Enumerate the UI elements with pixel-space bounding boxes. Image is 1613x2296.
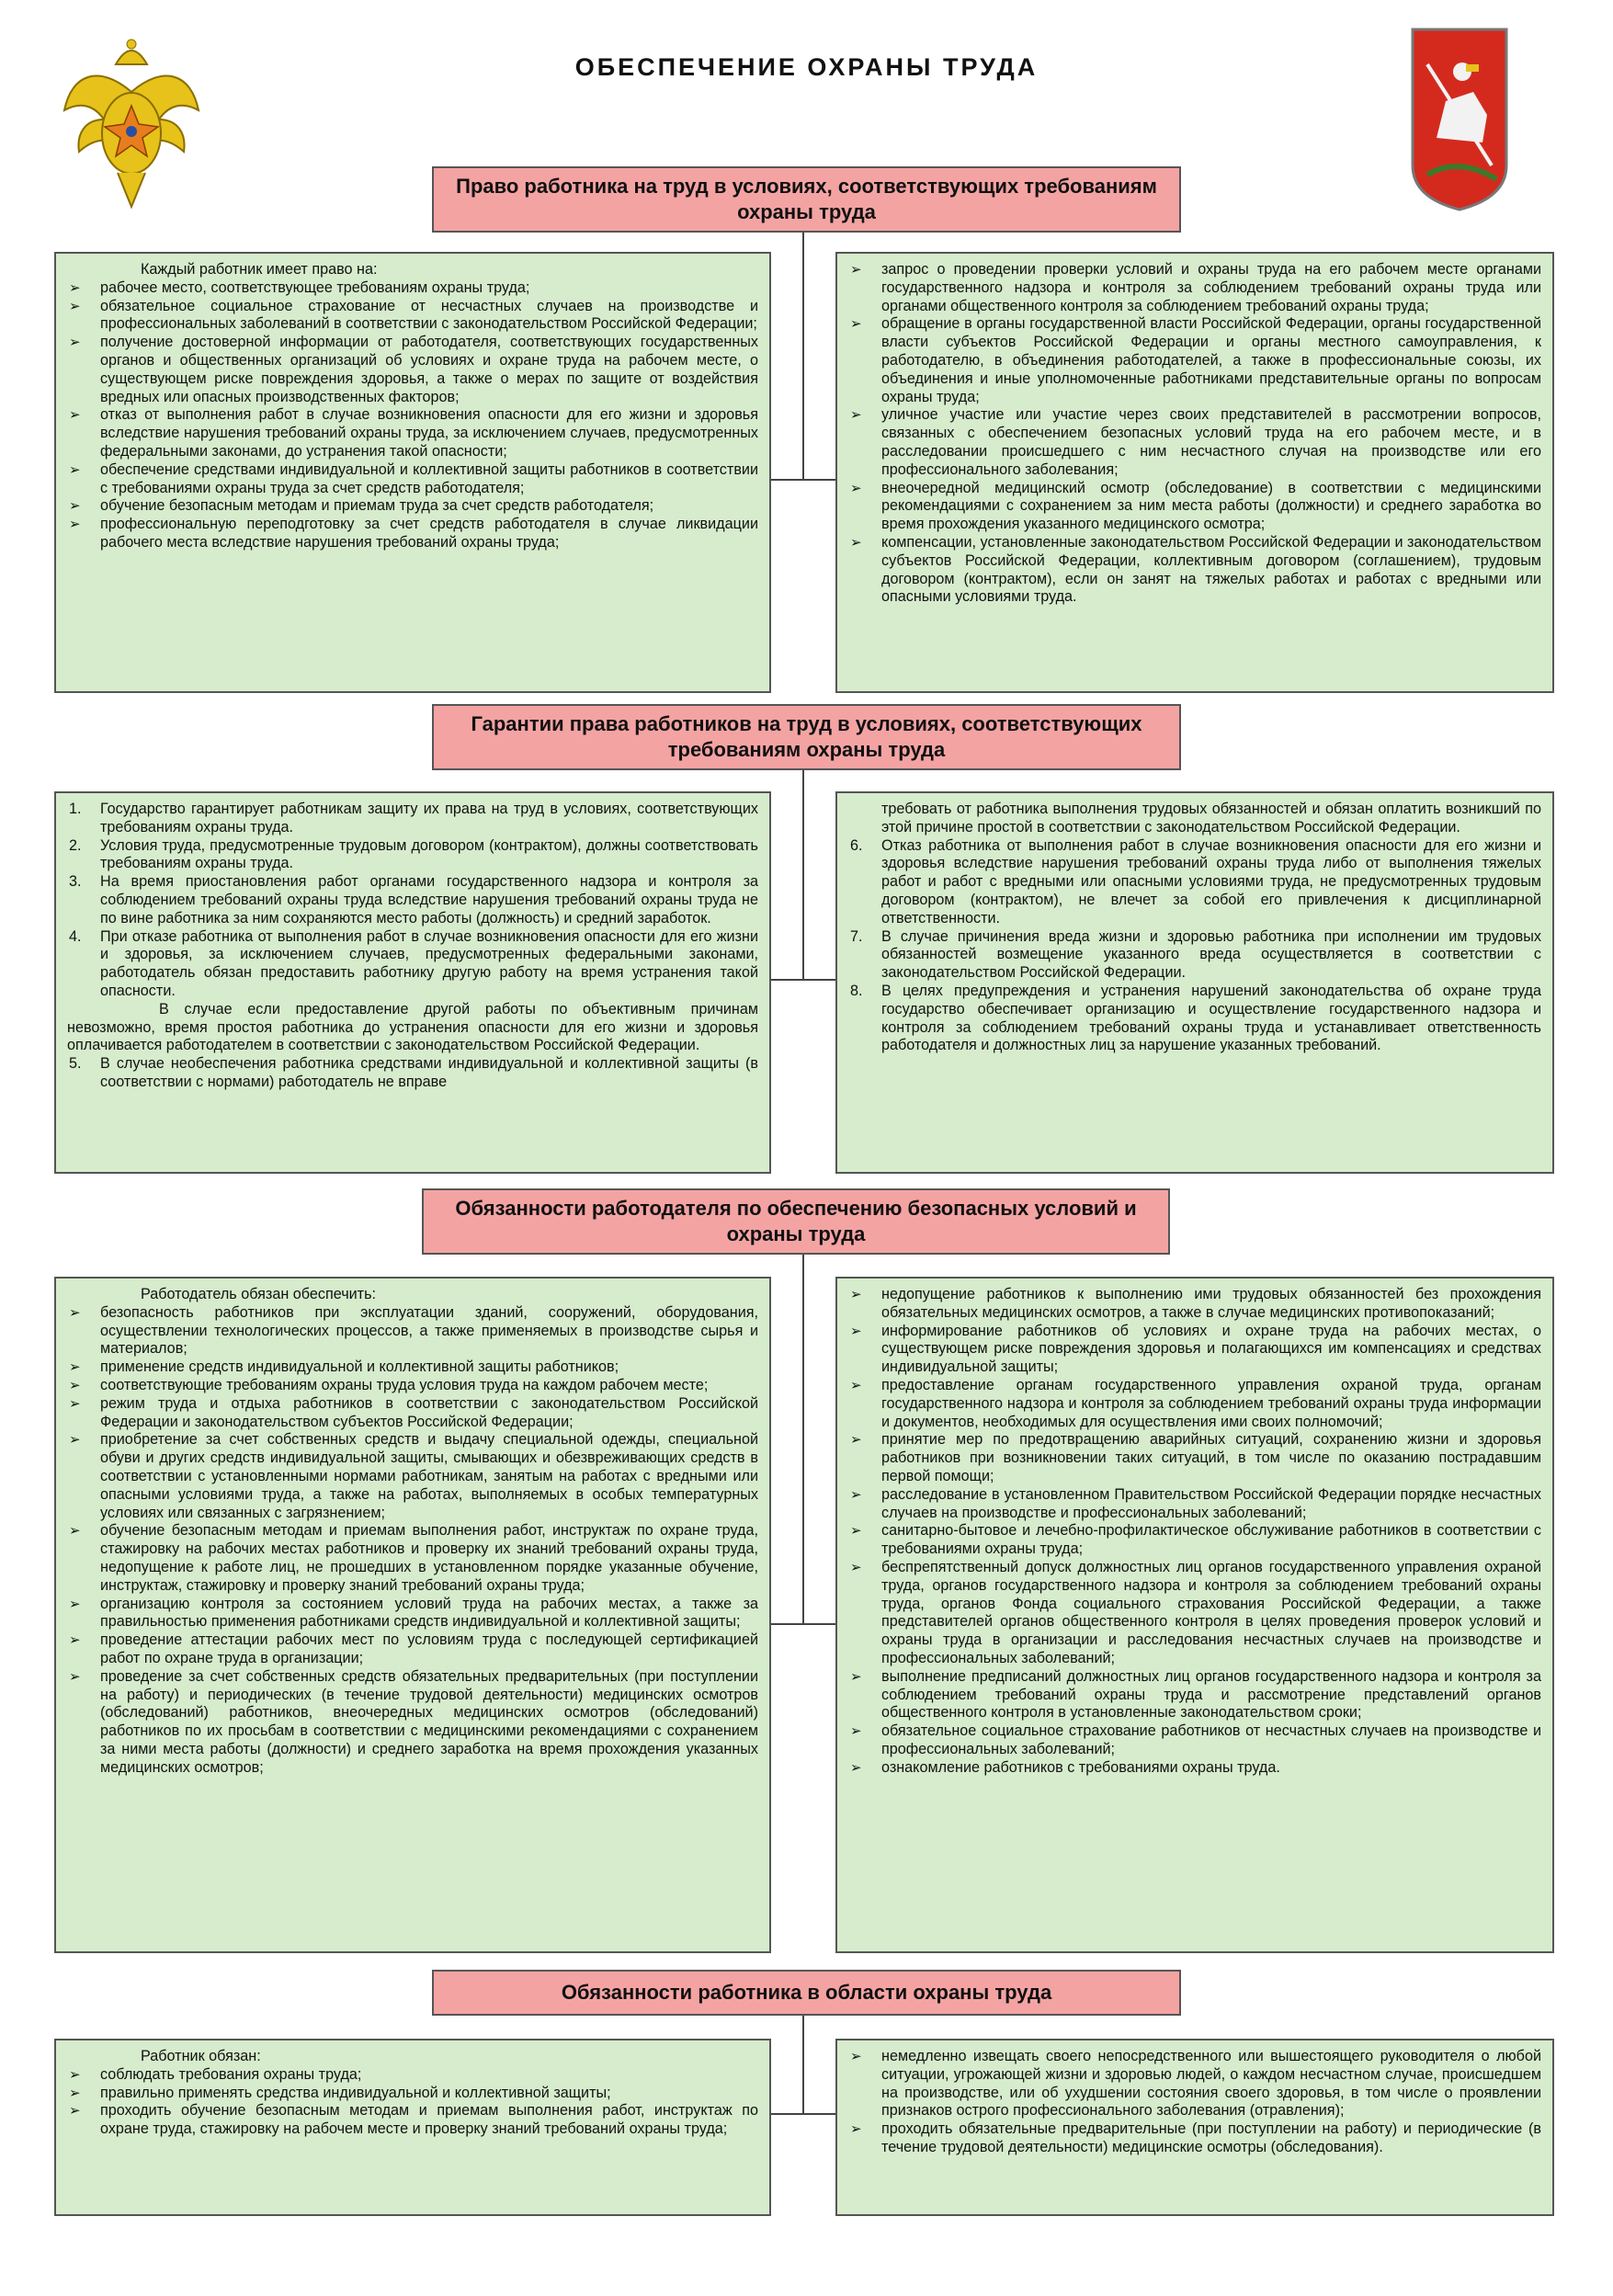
section-3-right-list bbox=[848, 1286, 1541, 1778]
section-3-intro: Работодатель обязан обеспечить: bbox=[141, 1286, 377, 1302]
list-item bbox=[848, 928, 1541, 983]
section-3-left-box bbox=[54, 1277, 771, 1953]
item-text: В случае необеспечения работника средствами индивидуальной и коллективной защиты (в соответствии с нормами) работодатель не вправе bbox=[100, 1055, 758, 1090]
list-item: ➢ принятие мер по предотвращению аварийных ситуаций, сохранению жизни и здоровья работников при возникновении таких ситуаций, в том числе по оказанию пострадавшим первой помощи; bbox=[848, 1431, 1541, 1485]
section-2-header bbox=[432, 704, 1181, 770]
list-item: ➢ обучение безопасным методам и приемам труда за счет средств работодателя; bbox=[67, 497, 758, 516]
item-number: 1. bbox=[69, 801, 82, 817]
list-item: ➢ запрос о проведении проверки условий и охраны труда на его рабочем месте органами государственного надзора и контроля за соблюдением требований охраны труда или органами общественного контроля за соблюдением требований охраны труда; bbox=[848, 261, 1541, 315]
connector-line bbox=[802, 2016, 804, 2113]
list-item bbox=[848, 837, 1541, 928]
list-item: ➢ проходить обязательные предварительные (при поступлении на работу) и периодические (в течение трудовой деятельности) медицинские осмотры (обследования). bbox=[848, 2120, 1541, 2157]
list-item: ➢ приобретение за счет собственных средств и выдачу специальной одежды, специальной обуви и других средств индивидуальной защиты, смывающих и обезвреживающих средств в соответствии с установленными нормами работникам, занятым на работах с вредными или опасными условиями труда, а также на работах, выполняемых в особых температурных условиях или связанных с загрязнением; bbox=[67, 1431, 758, 1522]
list-item: ➢ применение средств индивидуальной и коллективной защиты работников; bbox=[67, 1358, 758, 1377]
list-item bbox=[67, 801, 758, 837]
list-item: ➢ беспрепятственный допуск должностных лиц органов государственного управления охраной труда, органов государственного надзора и контроля за соблюдением требований охраны труда, органов Фонда социального страхования Российской Федерации, а также представителей органов общественного контроля в целях проведения проверок условий и охраны труда в организации и расследования несчастных случаев на производстве и профессиональных заболеваний; bbox=[848, 1559, 1541, 1668]
list-item: ➢ получение достоверной информации от работодателя, соответствующих государственных органов и общественных организаций об условиях и охране труда на рабочем месте, о существующем риске повреждения здоровья, а также о мерах по защите от воздействия вредных или опасных производственных факторов; bbox=[67, 334, 758, 406]
section-4-intro: Работник обязан: bbox=[141, 2048, 261, 2064]
section-1-intro: Каждый работник имеет право на: bbox=[141, 261, 378, 278]
list-item: ➢ обращение в органы государственной власти Российской Федерации, органы государственной власти субъектов Российской Федерации и органы местного самоуправления, к работодателю, в объединения работодателей, а также в профессиональные союзы, их объединения и иные уполномоченные работниками представительные органы по вопросам охраны труда; bbox=[848, 315, 1541, 406]
section-3-header-text: Обязанности работодателя по обеспечению безопасных условий и охраны труда bbox=[455, 1197, 1137, 1245]
list-item: ➢ санитарно-бытовое и лечебно-профилактическое обслуживание работников в соответствии с требованиями охраны труда; bbox=[848, 1522, 1541, 1559]
item-number: 3. bbox=[69, 873, 82, 891]
list-item: ➢ ознакомление работников с требованиями охраны труда. bbox=[848, 1759, 1541, 1778]
item-number: 2. bbox=[69, 836, 82, 854]
section-2-continuation: требовать от работника выполнения трудовых обязанностей и обязан оплатить возникший по этой причине простой в соответствии с законодательством Российской Федерации. bbox=[881, 801, 1541, 835]
list-item: ➢ компенсации, установленные законодательством Российской Федерации и законодательством субъектов Российской Федерации, коллективным договором (соглашением), трудовым договором (контрактом), если он занят на тяжелых работах и работах с вредными или опасными условиями труда. bbox=[848, 534, 1541, 607]
section-2-paragraph: В случае если предоставление другой работы по объективным причинам невозможно, время простоя работника до устранения опасности для его жизни и здоровья оплачивается работодателем в соответствии с законодательством Российской Федерации. bbox=[67, 1000, 758, 1054]
section-4-header-text: Обязанности работника в области охраны труда bbox=[561, 1981, 1052, 2004]
item-number: 8. bbox=[850, 982, 863, 999]
item-number: 4. bbox=[69, 927, 82, 945]
section-2-header-text: Гарантии права работников на труд в условиях, соответствующих требованиям охраны труда bbox=[471, 712, 1142, 761]
list-item: ➢ расследование в установленном Правительством Российской Федерации порядке несчастных случаев на производстве и профессиональных заболеваний; bbox=[848, 1486, 1541, 1523]
section-2-left-list-cont bbox=[67, 1055, 758, 1092]
connector-line bbox=[771, 2113, 835, 2115]
list-item: ➢ внеочередной медицинский осмотр (обследование) в соответствии с медицинскими рекомендациями с сохранением за ним места работы (должности) и среднего заработка во время прохождения указанного медицинского осмотра; bbox=[848, 480, 1541, 534]
list-item: ➢ недопущение работников к выполнению ими трудовых обязанностей без прохождения обязательных медицинских осмотров, а также в случае медицинских противопоказаний; bbox=[848, 1286, 1541, 1323]
item-text: На время приостановления работ органами государственного надзора и контроля за соблюдением требований охраны труда вследствие нарушения требований охраны труда не по вине работника за ним сохраняются место работы (должность) и средний заработок. bbox=[100, 873, 758, 926]
list-item: ➢ проведение аттестации рабочих мест по условиям труда с последующей сертификацией работ по охране труда в организации; bbox=[67, 1631, 758, 1668]
list-item: ➢ организацию контроля за состоянием условий труда на рабочих местах, а также за правильностью применения работниками средств индивидуальной и коллективной защиты; bbox=[67, 1596, 758, 1632]
list-item: ➢ отказ от выполнения работ в случае возникновения опасности для его жизни и здоровья вследствие нарушения требований охраны труда, за исключением случаев, предусмотренных федеральными законами, до устранения такой опасности; bbox=[67, 406, 758, 460]
list-item: ➢ уличное участие или участие через своих представителей в рассмотрении вопросов, связанных с обеспечением безопасных условий труда на его рабочем месте, и в расследовании происшедшего с ним несчастного случая на производстве или его профессионального заболевания; bbox=[848, 406, 1541, 479]
list-item: ➢ обязательное социальное страхование работников от несчастных случаев на производстве и профессиональных заболеваний; bbox=[848, 1722, 1541, 1759]
connector-line bbox=[802, 233, 804, 479]
list-item bbox=[67, 873, 758, 927]
section-1-header bbox=[432, 166, 1181, 233]
section-4-header bbox=[432, 1970, 1181, 2016]
list-item bbox=[67, 1055, 758, 1092]
list-item: ➢ соблюдать требования охраны труда; bbox=[67, 2066, 758, 2085]
section-3-header bbox=[422, 1188, 1170, 1255]
section-1-header-text: Право работника на труд в условиях, соответствующих требованиям охраны труда bbox=[456, 175, 1157, 223]
section-3-left-list bbox=[67, 1304, 758, 1778]
section-1-right-box bbox=[835, 252, 1554, 693]
list-item: ➢ информирование работников об условиях и охране труда на рабочих местах, о существующем риске повреждения здоровья и полагающихся им компенсациях и средствах индивидуальной защиты; bbox=[848, 1323, 1541, 1377]
item-number: 5. bbox=[69, 1055, 82, 1073]
section-2-right-box bbox=[835, 791, 1554, 1174]
item-text: Государство гарантирует работникам защиту их права на труд в условиях, соответствующих требованиям охраны труда. bbox=[100, 801, 758, 835]
connector-line bbox=[771, 479, 835, 481]
list-item: ➢ немедленно извещать своего непосредственного или вышестоящего руководителя о любой ситуации, угрожающей жизни и здоровью людей, о каждом несчастном случае, происшедшем на производстве, или об ухудшении состояния своего здоровья, в том числе о проявлении признаков острого профессионального заболевания (отравления); bbox=[848, 2048, 1541, 2120]
section-4-right-list bbox=[848, 2048, 1541, 2157]
section-1-right-list bbox=[848, 261, 1541, 607]
list-item: ➢ проходить обучение безопасным методам и приемам выполнения работ, инструктаж по охране труда, стажировку на рабочем месте и проверку знаний требований охраны труда; bbox=[67, 2102, 758, 2139]
section-1-left-box bbox=[54, 252, 771, 693]
item-text: При отказе работника от выполнения работ в случае возникновения опасности для его жизни и здоровья, за исключением случаев, предусмотренных федеральными законами, работодатель обязан предоставить работнику другую работу на время устранения такой опасности. bbox=[100, 927, 758, 999]
section-3-right-box bbox=[835, 1277, 1554, 1953]
connector-line bbox=[771, 979, 835, 981]
section-2-left-box bbox=[54, 791, 771, 1174]
section-2-left-list bbox=[67, 801, 758, 1001]
connector-line bbox=[802, 1255, 804, 1623]
list-item: ➢ режим труда и отдыха работников в соответствии с законодательством Российской Федерации и законодательством субъектов Российской Федерации; bbox=[67, 1395, 758, 1432]
list-item: ➢ рабочее место, соответствующее требованиям охраны труда; bbox=[67, 279, 758, 298]
item-number: 6. bbox=[850, 836, 863, 854]
list-item: ➢ правильно применять средства индивидуальной и коллективной защиты; bbox=[67, 2085, 758, 2103]
connector-line bbox=[802, 770, 804, 979]
list-item bbox=[67, 837, 758, 874]
item-text: Условия труда, предусмотренные трудовым договором (контрактом), должны соответствовать требованиям охраны труда. bbox=[100, 836, 758, 872]
section-4-right-box bbox=[835, 2039, 1554, 2216]
list-item: ➢ соответствующие требованиям охраны труда условия труда на каждом рабочем месте; bbox=[67, 1377, 758, 1395]
list-item: ➢ обучение безопасным методам и приемам выполнения работ, инструктаж по охране труда, стажировку на рабочих местах работников и проверку их знаний требований охраны труда, недопущение к работе лиц, не прошедших в установленном порядке указанные обучение, инструктаж, стажировку и проверку знаний требований охраны труда; bbox=[67, 1522, 758, 1595]
section-4-left-box bbox=[54, 2039, 771, 2216]
list-item bbox=[67, 928, 758, 1001]
section-1-left-list bbox=[67, 279, 758, 552]
list-item: ➢ безопасность работников при эксплуатации зданий, сооружений, оборудования, осуществлении технологических процессов, а также применяемых в производстве сырья и материалов; bbox=[67, 1304, 758, 1358]
list-item: ➢ выполнение предписаний должностных лиц органов государственного надзора и контроля за соблюдением требований охраны труда и рассмотрение представлений органов общественного контроля в установленные законодательством сроки; bbox=[848, 1668, 1541, 1722]
item-number: 7. bbox=[850, 927, 863, 945]
connector-line bbox=[771, 1623, 835, 1625]
list-item: ➢ обязательное социальное страхование от несчастных случаев на производстве и профессиональных заболеваний в соответствии с законодательством Российской Федерации; bbox=[67, 298, 758, 335]
page-title: ОБЕСПЕЧЕНИЕ ОХРАНЫ ТРУДА bbox=[574, 53, 1039, 81]
section-4-left-list bbox=[67, 2066, 758, 2139]
list-item: ➢ предоставление органам государственного управления охраной труда, органам государственного надзора и контроля за соблюдением требований охраны труда информации и документов, необходимых для осуществления ими своих полномочий; bbox=[848, 1377, 1541, 1431]
list-item bbox=[848, 983, 1541, 1055]
list-item: ➢ профессиональную переподготовку за счет средств работодателя в случае ликвидации рабочего места вследствие нарушения требований охраны труда; bbox=[67, 516, 758, 552]
section-2-right-list bbox=[848, 837, 1541, 1056]
list-item: ➢ проведение за счет собственных средств обязательных предварительных (при поступлении на работу) и периодических (в течение трудовой деятельности) медицинских осмотров (обследований) работников, внеочередных медицинских осмотров (обследований) работников по их просьбам в соответствии с медицинскими рекомендациями с сохранением за ними места работы (должности) и среднего заработка на время прохождения указанных медицинских осмотров; bbox=[67, 1668, 758, 1778]
item-text: В целях предупреждения и устранения нарушений законодательства об охране труда государство обеспечивает организацию и осуществление государственного надзора и контроля за соблюдением требований охраны труда и устанавливает ответственность работодателя и должностных лиц за нарушение указанных требований. bbox=[881, 982, 1541, 1054]
item-text: В случае причинения вреда жизни и здоровью работника при исполнении им трудовых обязанностей возмещение указанного вреда осуществляется в соответствии с законодательством Российской Федерации. bbox=[881, 927, 1541, 982]
item-text: Отказ работника от выполнения работ в случае возникновения опасности для его жизни и здоровья вследствие нарушения требований охраны труда либо от выполнения тяжелых работ и работ с вредными или опасными условиями труда, не предусмотренных трудовым договором (контрактом), не влечет за собой его привлечения к дисциплинарной ответственности. bbox=[881, 836, 1541, 926]
list-item: ➢ обеспечение средствами индивидуальной и коллективной защиты работников в соответствии с требованиями охраны труда за счет средств работодателя; bbox=[67, 461, 758, 498]
